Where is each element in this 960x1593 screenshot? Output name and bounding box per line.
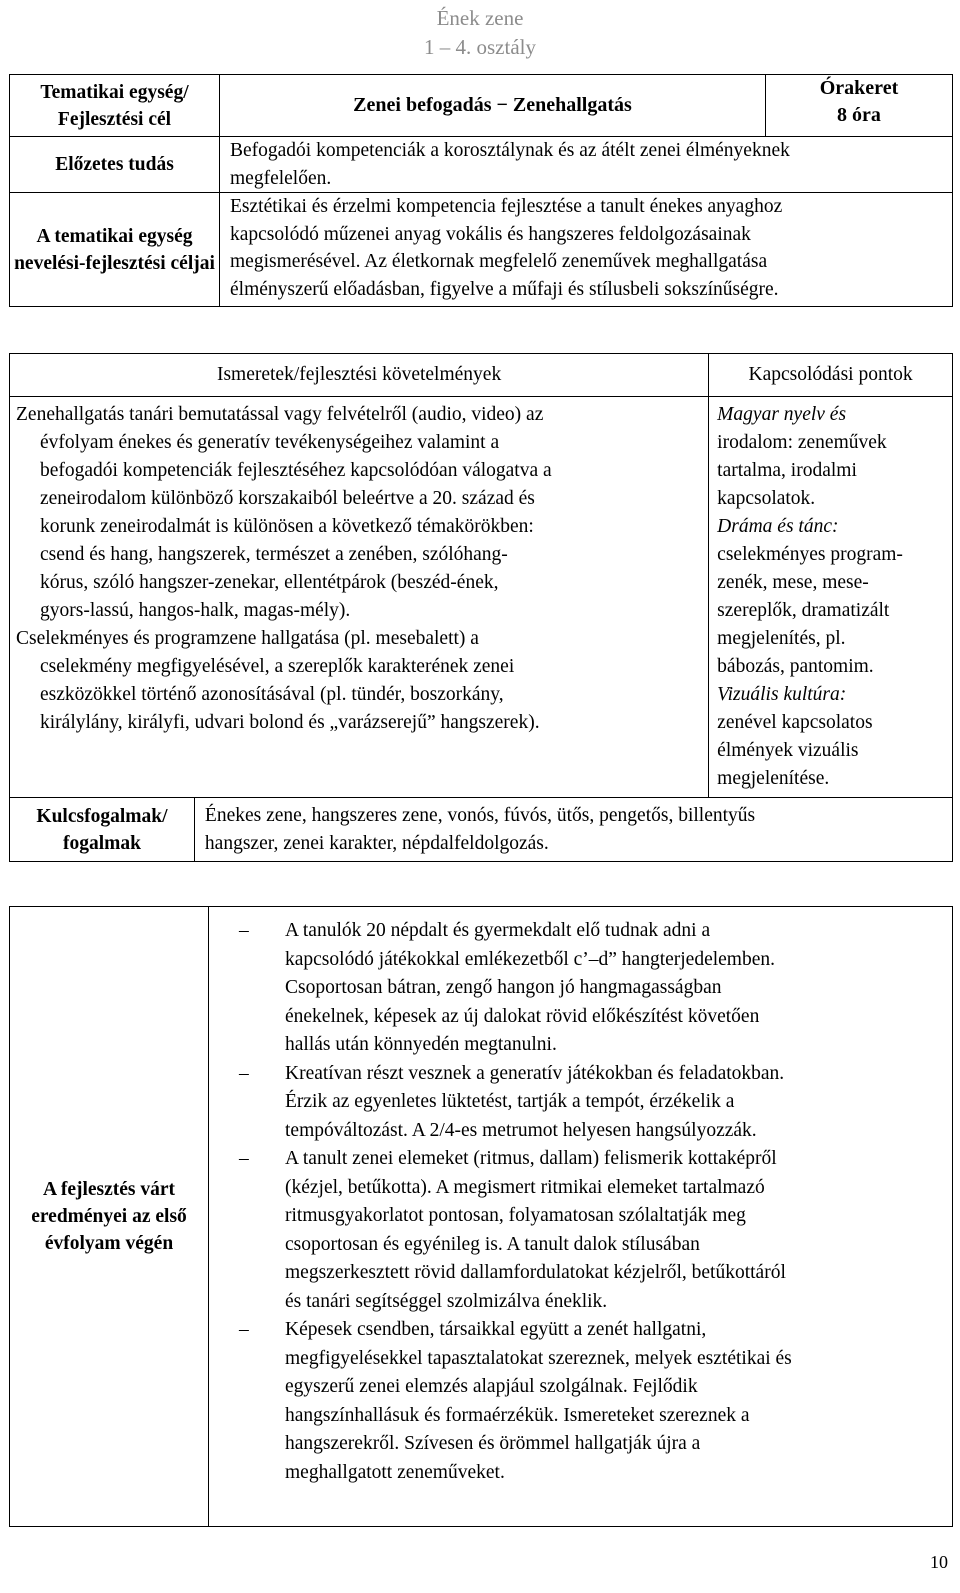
text-line: királylány, királyfi, udvari bolond és „varázserejű” hangszerek). xyxy=(40,712,540,733)
text-line: hangszínhallásuk és formaérzékük. Ismereteket szereznek a xyxy=(285,1404,750,1426)
text-line: megfelelően. xyxy=(230,167,332,189)
text-line: Esztétikai és érzelmi kompetencia fejlesztése a tanult énekes anyaghoz xyxy=(230,196,783,217)
list-item xyxy=(239,1060,944,1146)
text-line: gyors-lassú, hangos-halk, magas-mély). xyxy=(40,600,351,621)
text-line: kapcsolódó játékokkal emlékezetből c’–d” hangterjedelemben. xyxy=(285,948,776,970)
text-line: kapcsolatok. xyxy=(717,488,816,509)
text-line: énekelnek, képesek az új dalokat rövid előkészítést követően xyxy=(285,1005,760,1027)
prior-knowledge-text xyxy=(220,137,953,193)
text-line: Zenehallgatás tanári bemutatással vagy felvételről (audio, video) az xyxy=(16,404,544,425)
connection-title: Vizuális kultúra: xyxy=(717,684,847,705)
text-line: Cselekményes és programzene hallgatása (pl. mesebalett) a xyxy=(16,628,479,649)
page-number: 10 xyxy=(930,1552,948,1572)
text-line: szereplők, dramatizált xyxy=(717,600,890,621)
hours-cell xyxy=(766,75,953,137)
text-line: kapcsolódó műzenei anyag vokális és hangszeres feldolgozásainak xyxy=(230,223,751,245)
text-line: ritmusgyakorlatot pontosan, folyamatosan szólaltatják meg xyxy=(285,1205,746,1226)
text-line: tempóváltozást. A 2/4-es metrumot helyesen hangsúlyozzák. xyxy=(285,1119,757,1141)
text-line: meghallgatott zeneműveket. xyxy=(285,1461,505,1483)
header-grade: 1 – 4. osztály xyxy=(424,35,536,59)
text-line: Csoportosan bátran, zengő hangon jó hangmagasságban xyxy=(285,977,722,998)
text-line: Érzik az egyenletes lüktetést, tartják a tempót, érzékelik a xyxy=(285,1091,735,1112)
connections-header: Kapcsolódási pontok xyxy=(709,354,953,397)
text-line: élmények vizuális xyxy=(717,740,859,761)
unit-title: Zenei befogadás − Zenehallgatás xyxy=(220,75,766,137)
results-list xyxy=(209,907,953,1527)
text-line: élményszerű előadásban, figyelve a műfaji és stílusbeli sokszínűségre. xyxy=(230,278,779,300)
text-line: irodalom: zeneművek xyxy=(717,432,887,453)
concepts-text xyxy=(194,798,952,862)
list-item xyxy=(239,917,944,1060)
results-label: A fejlesztés várt eredményei az első évfolyam végén xyxy=(10,907,209,1527)
connection-title: Dráma és tánc: xyxy=(717,516,839,537)
text-line: kórus, szóló hangszer-zenekar, ellentétpárok (beszéd-ének, xyxy=(40,572,499,593)
results-table xyxy=(9,906,953,1527)
text-line: hangszer, zenei karakter, népdalfeldolgozás. xyxy=(204,833,549,854)
text-line: Énekes zene, hangszeres zene, vonós, fúvós, ütős, pengetős, billentyűs xyxy=(204,805,756,826)
hours-label: Órakeret xyxy=(819,77,899,99)
text-line: megszerkesztett rövid dallamfordulatokat kézjelről, betűkottáról xyxy=(285,1262,786,1283)
list-item xyxy=(239,1145,944,1316)
text-line: eszközökkel történő azonosításával (pl. tündér, boszorkány, xyxy=(40,684,504,705)
text-line: Képesek csendben, társaikkal együtt a zenét hallgatni, xyxy=(285,1319,707,1340)
text-line: Befogadói kompetenciák a korosztálynak és az átélt zenei élményeknek xyxy=(230,140,790,161)
text-line: (kézjel, betűkotta). A megismert ritmikai elemeket tartalmazó xyxy=(285,1176,765,1198)
text-line: zenék, mese, mese- xyxy=(717,572,869,593)
text-line: A tanulók 20 népdalt és gyermekdalt elő tudnak adni a xyxy=(285,920,711,941)
text-line: megjelenítése. xyxy=(717,768,830,789)
unit-objectives-table xyxy=(9,74,953,307)
goals-text xyxy=(220,193,953,307)
text-line: hangszerekről. Szívesen és örömmel hallgatják újra a xyxy=(285,1433,701,1454)
text-line: cselekményes program- xyxy=(717,544,903,565)
text-line: csend és hang, hangszerek, természet a zenében, szólóhang- xyxy=(40,544,508,565)
text-line: korunk zeneirodalmát is különösen a következő témakörökben: xyxy=(40,516,534,537)
hours-value: 8 óra xyxy=(837,104,881,126)
text-line: csoportosan és egyénileg is. A tanult dalok stílusában xyxy=(285,1233,700,1255)
dash-bullet: – xyxy=(239,1062,249,1084)
text-line: megfigyelésekkel tapasztalatokat szereznek, melyek esztétikai és xyxy=(285,1347,792,1369)
requirements-body xyxy=(10,397,709,798)
page-header xyxy=(0,4,960,62)
text-line: Kreatívan részt vesznek a generatív játékokban és feladatokban. xyxy=(285,1062,785,1084)
text-line: befogadói kompetenciák fejlesztéséhez kapcsolódóan válogatva a xyxy=(40,460,552,481)
text-line: évfolyam énekes és generatív tevékenységeihez valamint a xyxy=(40,432,500,453)
text-line: zenével kapcsolatos xyxy=(717,712,873,733)
requirements-header: Ismeretek/fejlesztési követelmények xyxy=(10,354,709,397)
text-line: bábozás, pantomim. xyxy=(717,656,874,677)
text-line: megjelenítés, pl. xyxy=(717,628,846,649)
connection-title: Magyar nyelv és xyxy=(717,404,847,425)
prior-knowledge-label: Előzetes tudás xyxy=(10,137,220,193)
text-line: hallás után könnyedén megtanulni. xyxy=(285,1034,557,1055)
concepts-label: Kulcsfogalmak/ fogalmak xyxy=(10,798,195,862)
dash-bullet: – xyxy=(239,920,249,941)
goals-label: A tematikai egység nevelési-fejlesztési céljai xyxy=(10,193,220,307)
requirements-table xyxy=(9,353,953,862)
text-line: és tanári segítséggel szolmizálva éneklik. xyxy=(285,1290,608,1312)
dash-bullet: – xyxy=(239,1148,249,1169)
text-line: cselekmény megfigyelésével, a szereplők karakterének zenei xyxy=(40,656,515,677)
header-subject: Ének zene xyxy=(436,6,524,30)
text-line: egyszerű zenei elemzés alapjául szolgálnak. Fejlődik xyxy=(285,1376,698,1397)
connections-body xyxy=(709,397,953,798)
text-line: tartalma, irodalmi xyxy=(717,460,857,481)
text-line: A tanult zenei elemeket (ritmus, dallam) felismerik kottaképről xyxy=(285,1148,777,1169)
unit-label: Tematikai egység/ Fejlesztési cél xyxy=(10,75,220,137)
dash-bullet: – xyxy=(239,1319,249,1340)
text-line: zeneirodalom különböző korszakaiból beleértve a 20. század és xyxy=(40,488,535,509)
text-line: megismerésével. Az életkornak megfelelő zeneművek meghallgatása xyxy=(230,251,768,272)
list-item xyxy=(239,1316,944,1487)
